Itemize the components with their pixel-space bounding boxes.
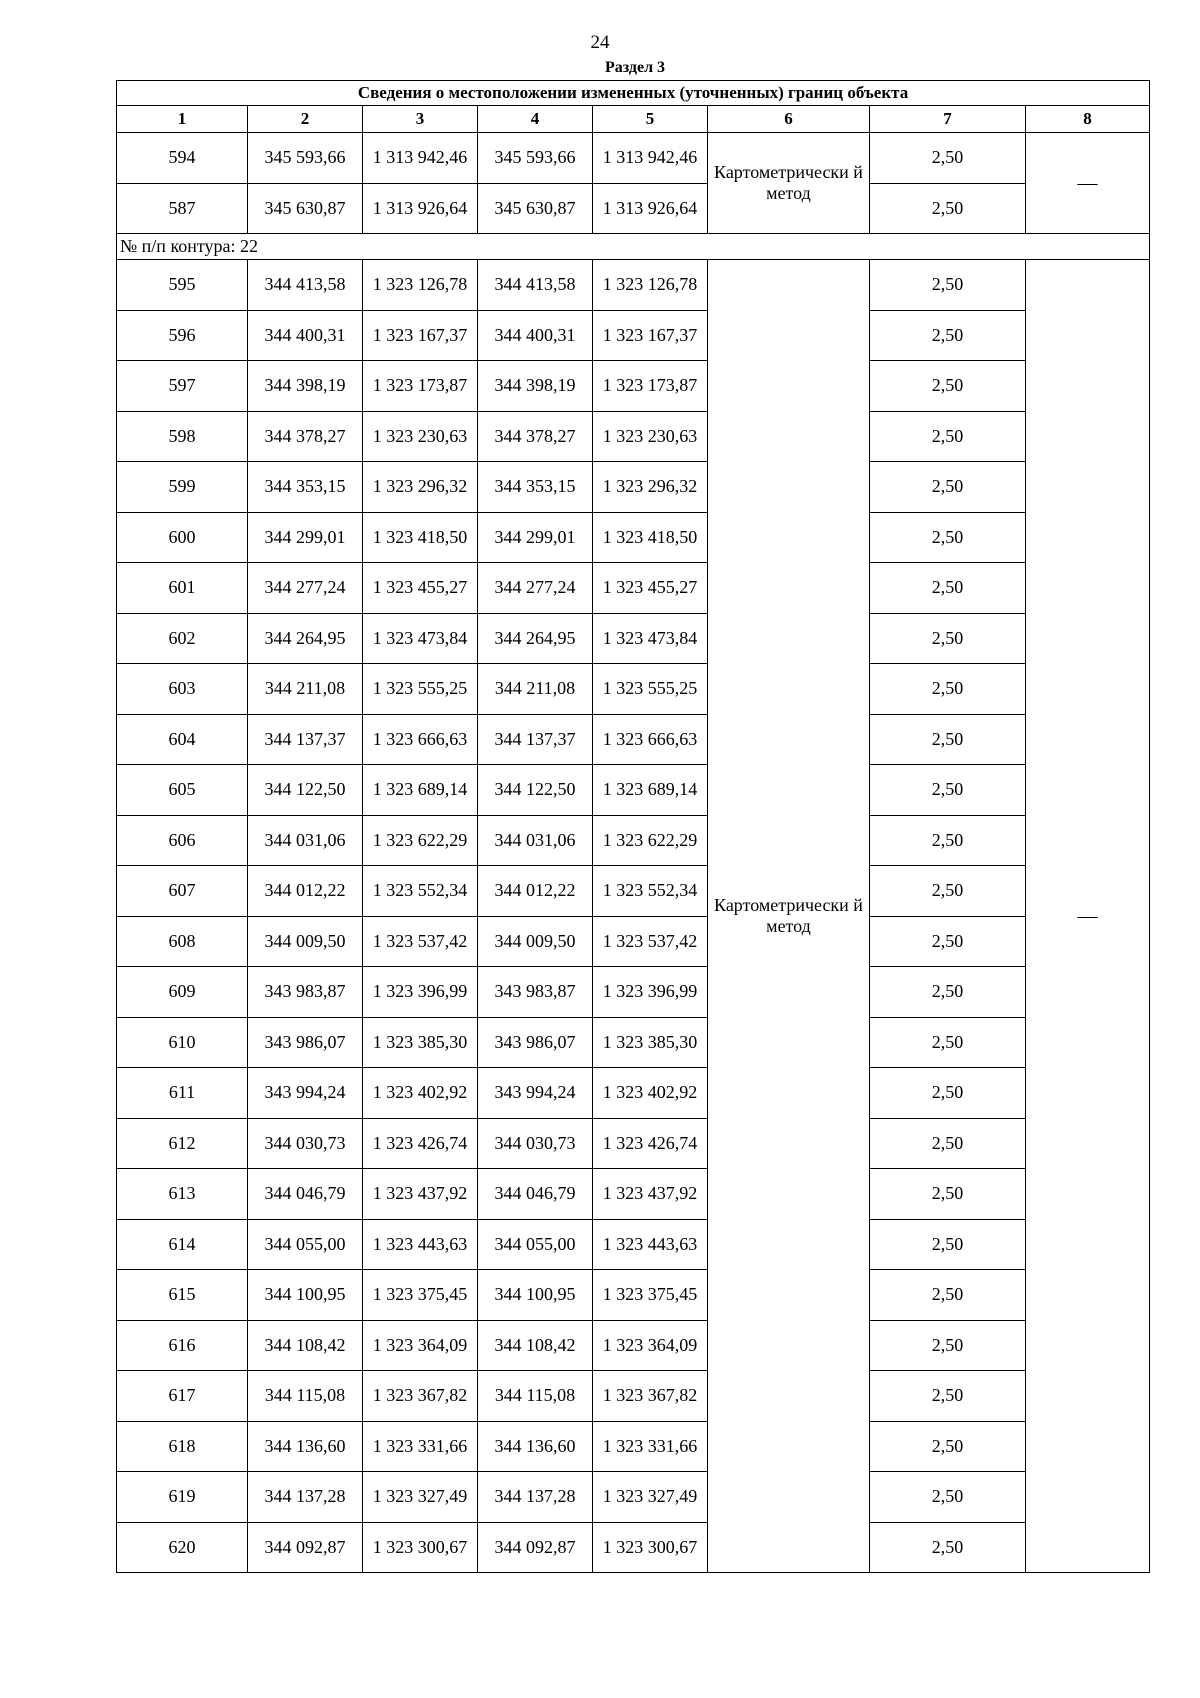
accuracy-value: 2,50 (870, 1320, 1026, 1371)
existing-y-coordinate: 1 323 367,82 (363, 1371, 478, 1422)
existing-x-coordinate: 344 136,60 (248, 1421, 363, 1472)
existing-y-coordinate: 1 323 126,78 (363, 260, 478, 311)
table-row (117, 1169, 1150, 1220)
accuracy-value: 2,50 (870, 1472, 1026, 1523)
new-y-coordinate: 1 323 689,14 (593, 765, 708, 816)
existing-x-coordinate: 344 055,00 (248, 1219, 363, 1270)
table-row (117, 866, 1150, 917)
accuracy-value: 2,50 (870, 1270, 1026, 1321)
new-y-coordinate: 1 323 126,78 (593, 260, 708, 311)
new-y-coordinate: 1 323 443,63 (593, 1219, 708, 1270)
new-y-coordinate: 1 323 230,63 (593, 411, 708, 462)
existing-x-coordinate: 343 983,87 (248, 967, 363, 1018)
table-row (117, 1522, 1150, 1573)
accuracy-value: 2,50 (870, 133, 1026, 184)
existing-x-coordinate: 344 398,19 (248, 361, 363, 412)
new-y-coordinate: 1 323 437,92 (593, 1169, 708, 1220)
new-x-coordinate: 344 055,00 (478, 1219, 593, 1270)
page-number: 24 (590, 32, 610, 53)
new-y-coordinate: 1 323 396,99 (593, 967, 708, 1018)
new-x-coordinate: 344 400,31 (478, 310, 593, 361)
accuracy-value: 2,50 (870, 1118, 1026, 1169)
accuracy-value: 2,50 (870, 1421, 1026, 1472)
existing-y-coordinate: 1 323 426,74 (363, 1118, 478, 1169)
point-number: 619 (117, 1472, 248, 1523)
new-x-coordinate: 344 009,50 (478, 916, 593, 967)
new-x-coordinate: 344 378,27 (478, 411, 593, 462)
existing-y-coordinate: 1 323 418,50 (363, 512, 478, 563)
point-number: 604 (117, 714, 248, 765)
accuracy-value: 2,50 (870, 714, 1026, 765)
point-number: 600 (117, 512, 248, 563)
accuracy-value: 2,50 (870, 512, 1026, 563)
new-x-coordinate: 344 211,08 (478, 664, 593, 715)
table-caption: Сведения о местоположении измененных (уточненных) границ объекта (117, 81, 1150, 106)
existing-x-coordinate: 344 046,79 (248, 1169, 363, 1220)
new-y-coordinate: 1 323 327,49 (593, 1472, 708, 1523)
new-y-coordinate: 1 323 552,34 (593, 866, 708, 917)
existing-x-coordinate: 344 115,08 (248, 1371, 363, 1422)
table-row (117, 183, 1150, 234)
new-x-coordinate: 344 398,19 (478, 361, 593, 412)
table-row (117, 1421, 1150, 1472)
new-x-coordinate: 344 092,87 (478, 1522, 593, 1573)
point-number: 603 (117, 664, 248, 715)
new-x-coordinate: 344 100,95 (478, 1270, 593, 1321)
point-number: 595 (117, 260, 248, 311)
accuracy-value: 2,50 (870, 765, 1026, 816)
existing-x-coordinate: 344 378,27 (248, 411, 363, 462)
new-y-coordinate: 1 323 402,92 (593, 1068, 708, 1119)
new-x-coordinate: 344 122,50 (478, 765, 593, 816)
existing-y-coordinate: 1 323 167,37 (363, 310, 478, 361)
new-x-coordinate: 343 983,87 (478, 967, 593, 1018)
contour-row (117, 234, 1150, 260)
new-x-coordinate: 344 277,24 (478, 563, 593, 614)
point-number: 614 (117, 1219, 248, 1270)
point-number: 613 (117, 1169, 248, 1220)
accuracy-value: 2,50 (870, 183, 1026, 234)
column-header: 3 (363, 106, 478, 133)
table-row (117, 664, 1150, 715)
point-number: 606 (117, 815, 248, 866)
existing-x-coordinate: 344 100,95 (248, 1270, 363, 1321)
table-row (117, 512, 1150, 563)
accuracy-value: 2,50 (870, 361, 1026, 412)
existing-y-coordinate: 1 323 173,87 (363, 361, 478, 412)
new-y-coordinate: 1 323 173,87 (593, 361, 708, 412)
new-x-coordinate: 344 012,22 (478, 866, 593, 917)
table-row (117, 1118, 1150, 1169)
existing-y-coordinate: 1 323 375,45 (363, 1270, 478, 1321)
accuracy-value: 2,50 (870, 1169, 1026, 1220)
existing-y-coordinate: 1 323 666,63 (363, 714, 478, 765)
accuracy-value: 2,50 (870, 1017, 1026, 1068)
table-row (117, 563, 1150, 614)
new-y-coordinate: 1 323 331,66 (593, 1421, 708, 1472)
contour-label: № п/п контура: 22 (117, 234, 1150, 260)
accuracy-value: 2,50 (870, 563, 1026, 614)
existing-x-coordinate: 344 211,08 (248, 664, 363, 715)
point-number: 596 (117, 310, 248, 361)
existing-y-coordinate: 1 323 385,30 (363, 1017, 478, 1068)
point-number: 601 (117, 563, 248, 614)
accuracy-value: 2,50 (870, 815, 1026, 866)
point-number: 608 (117, 916, 248, 967)
table-row (117, 462, 1150, 513)
new-y-coordinate: 1 323 555,25 (593, 664, 708, 715)
existing-y-coordinate: 1 323 331,66 (363, 1421, 478, 1472)
existing-x-coordinate: 344 031,06 (248, 815, 363, 866)
table-row (117, 310, 1150, 361)
table-row (117, 1320, 1150, 1371)
new-x-coordinate: 344 264,95 (478, 613, 593, 664)
accuracy-value: 2,50 (870, 462, 1026, 513)
existing-y-coordinate: 1 323 555,25 (363, 664, 478, 715)
accuracy-value: 2,50 (870, 1371, 1026, 1422)
accuracy-value: 2,50 (870, 411, 1026, 462)
new-y-coordinate: 1 323 300,67 (593, 1522, 708, 1573)
existing-x-coordinate: 344 012,22 (248, 866, 363, 917)
new-y-coordinate: 1 323 296,32 (593, 462, 708, 513)
column-header-row (117, 106, 1150, 133)
point-number: 617 (117, 1371, 248, 1422)
point-number: 587 (117, 183, 248, 234)
point-number: 598 (117, 411, 248, 462)
existing-y-coordinate: 1 323 689,14 (363, 765, 478, 816)
table-row (117, 411, 1150, 462)
existing-y-coordinate: 1 323 296,32 (363, 462, 478, 513)
existing-y-coordinate: 1 323 437,92 (363, 1169, 478, 1220)
accuracy-value: 2,50 (870, 613, 1026, 664)
accuracy-value: 2,50 (870, 1522, 1026, 1573)
table-row (117, 1219, 1150, 1270)
method-cell: Картометрически й метод (708, 133, 870, 234)
point-number: 610 (117, 1017, 248, 1068)
accuracy-value: 2,50 (870, 664, 1026, 715)
column-header: 2 (248, 106, 363, 133)
existing-x-coordinate: 343 986,07 (248, 1017, 363, 1068)
column-header: 5 (593, 106, 708, 133)
table-row (117, 916, 1150, 967)
existing-y-coordinate: 1 323 396,99 (363, 967, 478, 1018)
point-number: 597 (117, 361, 248, 412)
accuracy-value: 2,50 (870, 310, 1026, 361)
table-row (117, 1270, 1150, 1321)
column8-dash: — (1026, 133, 1150, 234)
existing-x-coordinate: 344 277,24 (248, 563, 363, 614)
table-body (117, 81, 1150, 1573)
new-x-coordinate: 344 353,15 (478, 462, 593, 513)
new-x-coordinate: 343 986,07 (478, 1017, 593, 1068)
column-header: 4 (478, 106, 593, 133)
existing-x-coordinate: 345 593,66 (248, 133, 363, 184)
method-cell: Картометрически й метод (708, 260, 870, 1573)
point-number: 620 (117, 1522, 248, 1573)
existing-x-coordinate: 344 009,50 (248, 916, 363, 967)
new-x-coordinate: 344 108,42 (478, 1320, 593, 1371)
table-row (117, 361, 1150, 412)
existing-x-coordinate: 344 122,50 (248, 765, 363, 816)
existing-y-coordinate: 1 323 300,67 (363, 1522, 478, 1573)
new-x-coordinate: 343 994,24 (478, 1068, 593, 1119)
accuracy-value: 2,50 (870, 866, 1026, 917)
existing-x-coordinate: 344 137,37 (248, 714, 363, 765)
existing-y-coordinate: 1 323 402,92 (363, 1068, 478, 1119)
point-number: 607 (117, 866, 248, 917)
accuracy-value: 2,50 (870, 1068, 1026, 1119)
table-row (117, 1472, 1150, 1523)
new-x-coordinate: 344 115,08 (478, 1371, 593, 1422)
point-number: 618 (117, 1421, 248, 1472)
new-y-coordinate: 1 323 367,82 (593, 1371, 708, 1422)
table-row (117, 714, 1150, 765)
boundary-table (116, 80, 1150, 1573)
new-x-coordinate: 345 593,66 (478, 133, 593, 184)
new-x-coordinate: 344 031,06 (478, 815, 593, 866)
new-y-coordinate: 1 323 375,45 (593, 1270, 708, 1321)
new-x-coordinate: 344 137,28 (478, 1472, 593, 1523)
table-row (117, 1068, 1150, 1119)
table-row (117, 260, 1150, 311)
point-number: 611 (117, 1068, 248, 1119)
table-row (117, 765, 1150, 816)
point-number: 605 (117, 765, 248, 816)
column8-dash: — (1026, 260, 1150, 1573)
point-number: 612 (117, 1118, 248, 1169)
new-y-coordinate: 1 323 167,37 (593, 310, 708, 361)
new-x-coordinate: 344 046,79 (478, 1169, 593, 1220)
new-x-coordinate: 344 030,73 (478, 1118, 593, 1169)
existing-y-coordinate: 1 323 455,27 (363, 563, 478, 614)
table-row (117, 1017, 1150, 1068)
new-x-coordinate: 344 299,01 (478, 512, 593, 563)
column-header: 1 (117, 106, 248, 133)
table-caption-row (117, 81, 1150, 106)
new-y-coordinate: 1 323 385,30 (593, 1017, 708, 1068)
table-row (117, 815, 1150, 866)
new-x-coordinate: 344 137,37 (478, 714, 593, 765)
table-row (117, 613, 1150, 664)
existing-x-coordinate: 344 137,28 (248, 1472, 363, 1523)
new-y-coordinate: 1 323 418,50 (593, 512, 708, 563)
new-y-coordinate: 1 323 426,74 (593, 1118, 708, 1169)
existing-y-coordinate: 1 323 552,34 (363, 866, 478, 917)
existing-x-coordinate: 344 108,42 (248, 1320, 363, 1371)
section-title: Раздел 3 (604, 59, 666, 76)
existing-x-coordinate: 344 413,58 (248, 260, 363, 311)
table-row (117, 967, 1150, 1018)
accuracy-value: 2,50 (870, 916, 1026, 967)
existing-x-coordinate: 344 264,95 (248, 613, 363, 664)
new-y-coordinate: 1 323 537,42 (593, 916, 708, 967)
new-y-coordinate: 1 323 473,84 (593, 613, 708, 664)
existing-x-coordinate: 344 400,31 (248, 310, 363, 361)
existing-y-coordinate: 1 313 942,46 (363, 133, 478, 184)
existing-y-coordinate: 1 323 537,42 (363, 916, 478, 967)
new-y-coordinate: 1 313 926,64 (593, 183, 708, 234)
new-x-coordinate: 344 136,60 (478, 1421, 593, 1472)
existing-y-coordinate: 1 313 926,64 (363, 183, 478, 234)
existing-y-coordinate: 1 323 473,84 (363, 613, 478, 664)
point-number: 609 (117, 967, 248, 1018)
existing-y-coordinate: 1 323 327,49 (363, 1472, 478, 1523)
new-y-coordinate: 1 313 942,46 (593, 133, 708, 184)
new-y-coordinate: 1 323 364,09 (593, 1320, 708, 1371)
point-number: 594 (117, 133, 248, 184)
new-y-coordinate: 1 323 666,63 (593, 714, 708, 765)
existing-y-coordinate: 1 323 443,63 (363, 1219, 478, 1270)
column-header: 8 (1026, 106, 1150, 133)
accuracy-value: 2,50 (870, 260, 1026, 311)
accuracy-value: 2,50 (870, 1219, 1026, 1270)
existing-x-coordinate: 344 299,01 (248, 512, 363, 563)
column-header: 6 (708, 106, 870, 133)
new-x-coordinate: 344 413,58 (478, 260, 593, 311)
existing-x-coordinate: 343 994,24 (248, 1068, 363, 1119)
new-y-coordinate: 1 323 455,27 (593, 563, 708, 614)
accuracy-value: 2,50 (870, 967, 1026, 1018)
existing-x-coordinate: 344 353,15 (248, 462, 363, 513)
new-x-coordinate: 345 630,87 (478, 183, 593, 234)
column-header: 7 (870, 106, 1026, 133)
point-number: 616 (117, 1320, 248, 1371)
existing-y-coordinate: 1 323 230,63 (363, 411, 478, 462)
new-y-coordinate: 1 323 622,29 (593, 815, 708, 866)
table-row (117, 133, 1150, 184)
existing-x-coordinate: 345 630,87 (248, 183, 363, 234)
existing-x-coordinate: 344 092,87 (248, 1522, 363, 1573)
point-number: 615 (117, 1270, 248, 1321)
point-number: 599 (117, 462, 248, 513)
existing-x-coordinate: 344 030,73 (248, 1118, 363, 1169)
point-number: 602 (117, 613, 248, 664)
table-row (117, 1371, 1150, 1422)
existing-y-coordinate: 1 323 622,29 (363, 815, 478, 866)
existing-y-coordinate: 1 323 364,09 (363, 1320, 478, 1371)
